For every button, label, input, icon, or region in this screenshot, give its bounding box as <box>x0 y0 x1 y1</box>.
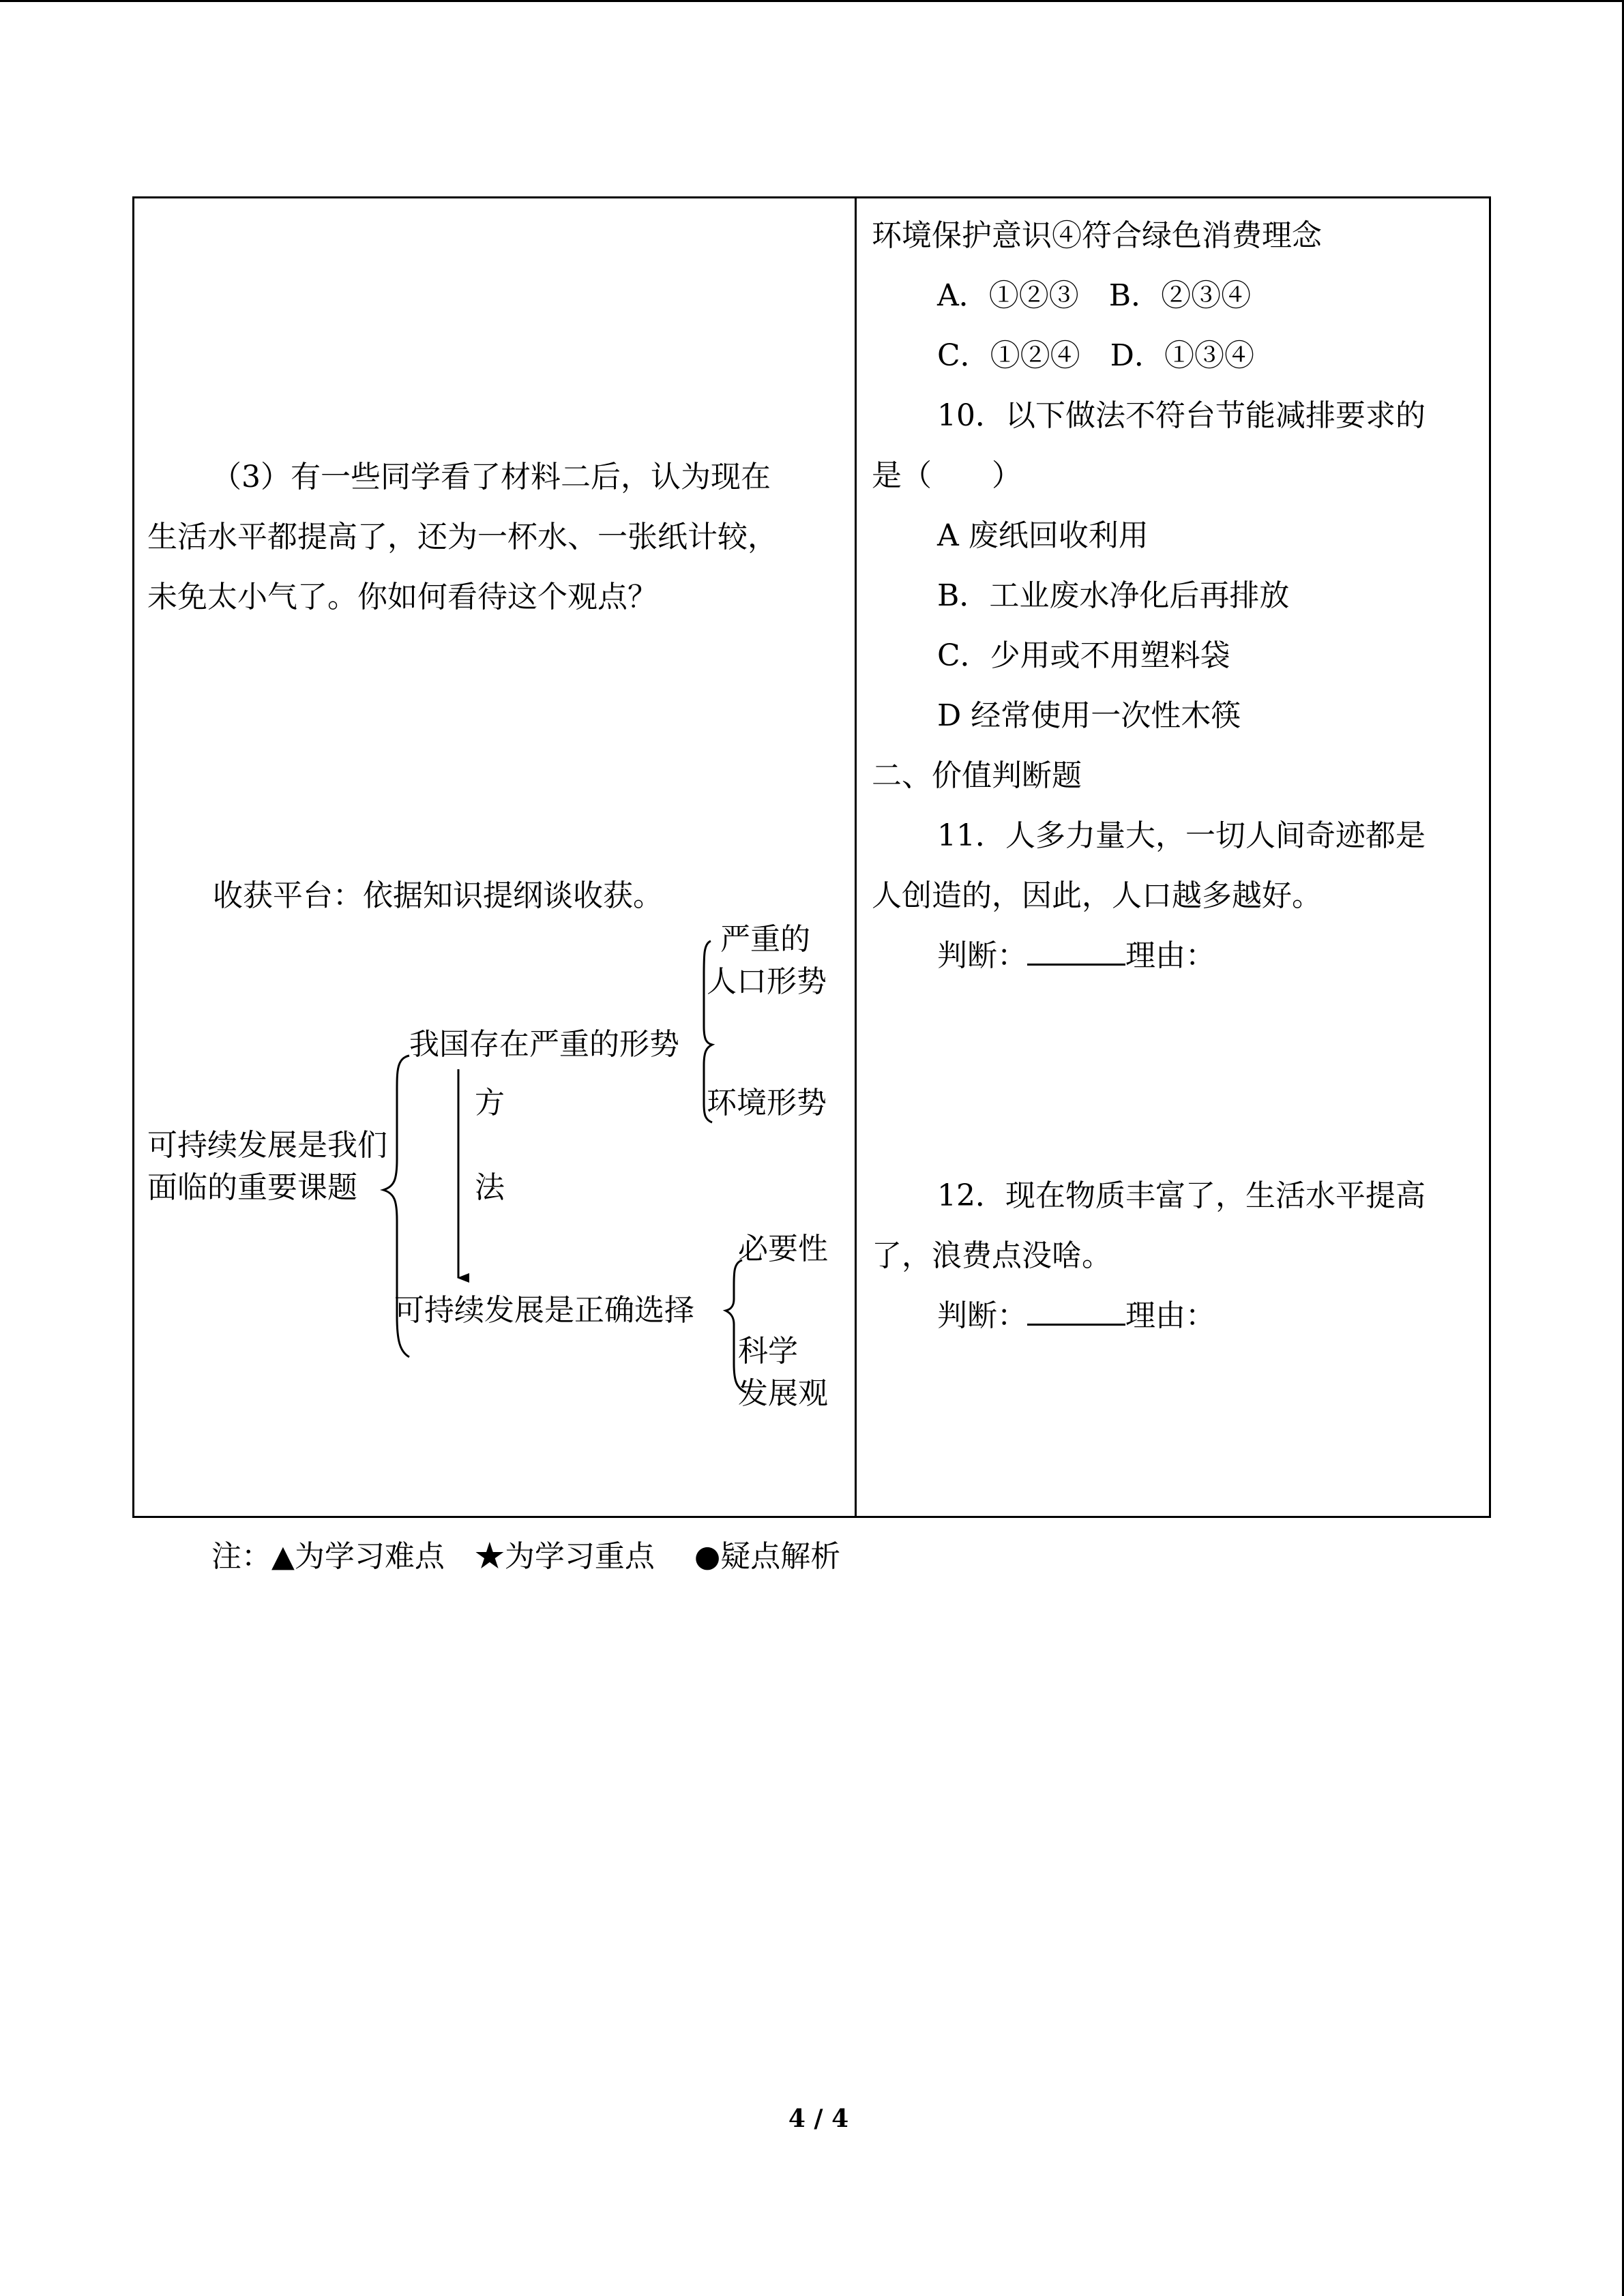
mindmap-scientific-view-line-1: 科学 <box>738 1334 798 1369</box>
q10-option-c: C．少用或不用塑料袋 <box>937 638 1230 673</box>
harvest-platform-title: 收获平台：依据知识提纲谈收获。 <box>213 878 663 913</box>
mindmap-scientific-view-line-2: 发展观 <box>738 1376 828 1411</box>
q12-judge-label: 判断： <box>937 1298 1027 1333</box>
q10-option-b: B．工业废水净化后再排放 <box>937 578 1290 613</box>
q9-options-row-2: C．①②④ D．①③④ <box>937 338 1254 373</box>
mindmap-method-char-2: 法 <box>475 1170 505 1205</box>
mindmap-branch-correct-choice: 可持续发展是正确选择 <box>394 1293 694 1328</box>
q9-continued-text: 环境保护意识④符合绿色消费理念 <box>872 218 1322 253</box>
question-3-line-2: 生活水平都提高了，还为一杯水、一张纸计较， <box>147 520 778 554</box>
q12-reason-label: 理由： <box>1125 1298 1215 1333</box>
q11-judgement-row <box>937 936 1215 976</box>
question-3-line-1: （3）有一些同学看了材料二后，认为现在 <box>211 460 771 494</box>
q10-option-d: D 经常使用一次性木筷 <box>937 698 1241 733</box>
mindmap-population-situation-line-2: 人口形势 <box>707 964 827 999</box>
mindmap-root-line-1: 可持续发展是我们 <box>147 1128 387 1163</box>
q10-option-a: A 废纸回收利用 <box>937 518 1149 553</box>
legend-footnote: 注：▲为学习难点 ★为学习重点 ●疑点解析 <box>211 1539 841 1574</box>
q11-line-1: 11．人多力量大，一切人间奇迹都是 <box>937 818 1426 853</box>
q12-judgement-row <box>937 1296 1215 1337</box>
q11-line-2: 人创造的，因此，人口越多越好。 <box>872 878 1322 913</box>
q10-line-2: 是（ ） <box>872 458 1022 493</box>
q12-line-1: 12．现在物质丰富了，生活水平提高 <box>937 1178 1426 1213</box>
q9-options-row-1: A．①②③ B．②③④ <box>937 278 1252 313</box>
section-2-title: 二、价值判断题 <box>872 758 1082 793</box>
choice-brace <box>726 1260 746 1392</box>
q10-line-1: 10．以下做法不符台节能减排要求的 <box>937 398 1426 433</box>
mindmap-branch-serious-situation: 我国存在严重的形势 <box>409 1027 679 1062</box>
mindmap-root-line-2: 面临的重要课题 <box>147 1170 357 1205</box>
q12-line-2: 了，浪费点没啥。 <box>872 1238 1112 1273</box>
mindmap-population-situation-line-1: 严重的 <box>720 922 810 957</box>
q11-judge-label: 判断： <box>937 938 1027 973</box>
q12-answer-blank[interactable] <box>1027 1296 1125 1326</box>
q11-answer-blank[interactable] <box>1027 936 1125 966</box>
q11-reason-label: 理由： <box>1125 938 1215 973</box>
mindmap-necessity: 必要性 <box>738 1232 828 1266</box>
mindmap-environment-situation: 环境形势 <box>707 1086 827 1120</box>
page-number: 4 / 4 <box>788 2104 849 2133</box>
mindmap-method-char-1: 方 <box>475 1086 505 1120</box>
question-3-line-3: 未免太小气了。你如何看待这个观点？ <box>147 580 658 614</box>
